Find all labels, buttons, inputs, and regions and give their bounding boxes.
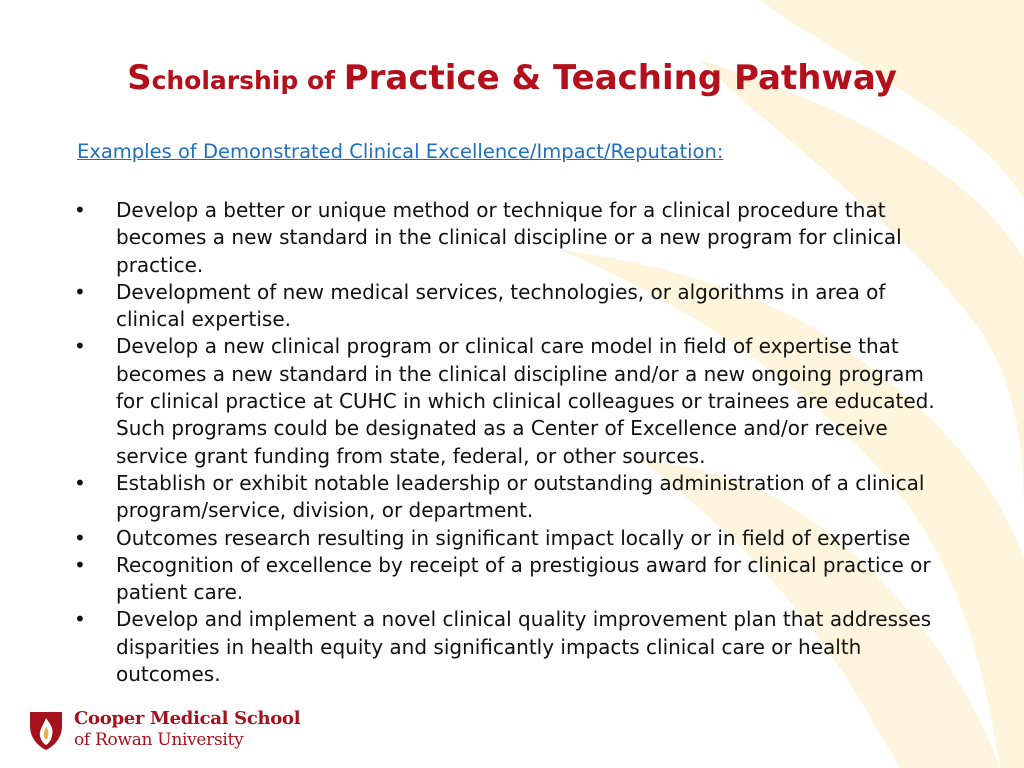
examples-subtitle-link[interactable]: Examples of Demonstrated Clinical Excellence/Impact/Reputation: [77,140,724,163]
bullet-item-4 [74,470,954,525]
bullet-text-6: Recognition of excellence by receipt of a prestigious award for clinical practice or patient care. [116,552,931,605]
bullet-item-5 [74,525,954,552]
bullet-item-2 [74,279,954,334]
bullet-icon: • [74,525,86,550]
bullet-icon: • [74,334,86,359]
bullet-icon: • [74,552,86,577]
title-first-letter: S [127,58,152,98]
bullet-text-3: Develop a new clinical program or clinical care model in field of expertise that becomes a new standard in the clinical discipline and/or a new ongoing program for clinical practice at CUHC in which clinical colleagues or trainees are educated. Such programs could be designated as a Center of Excellence and/or receive service grant funding from state, federal, or other sources. [116,334,935,468]
cooper-medical-school-logo [26,706,301,754]
bullet-icon: • [74,470,86,495]
bullet-icon: • [74,279,86,304]
flame-shield-icon [26,708,66,752]
bullet-text-7: Develop and implement a novel clinical quality improvement plan that addresses disparities in health equity and significantly impacts clinical care or health outcomes. [116,607,932,687]
bullet-text-4: Establish or exhibit notable leadership or outstanding administration of a clinical program/service, division, or department. [116,470,925,523]
bullet-text-5: Outcomes research resulting in significant impact locally or in field of expertise [116,525,911,550]
title-small-part: cholarship of [151,66,344,95]
bullet-item-1 [74,197,954,279]
slide-title [0,58,1024,98]
bullet-item-3 [74,333,954,469]
bullet-text-1: Develop a better or unique method or technique for a clinical procedure that becomes a new standard in the clinical discipline or a new program for clinical practice. [116,198,902,277]
title-large-part: Practice & Teaching Pathway [343,58,897,98]
logo-school-name: Cooper Medical School [74,708,301,729]
bullet-icon: • [74,198,86,222]
bullet-item-6 [74,552,954,607]
bullet-icon: • [74,607,86,632]
bullet-item-7 [74,606,954,688]
examples-bullet-list [74,197,954,688]
bullet-text-2: Development of new medical services, technologies, or algorithms in area of clinical expertise. [116,279,886,332]
logo-university-name: of Rowan University [74,730,244,750]
